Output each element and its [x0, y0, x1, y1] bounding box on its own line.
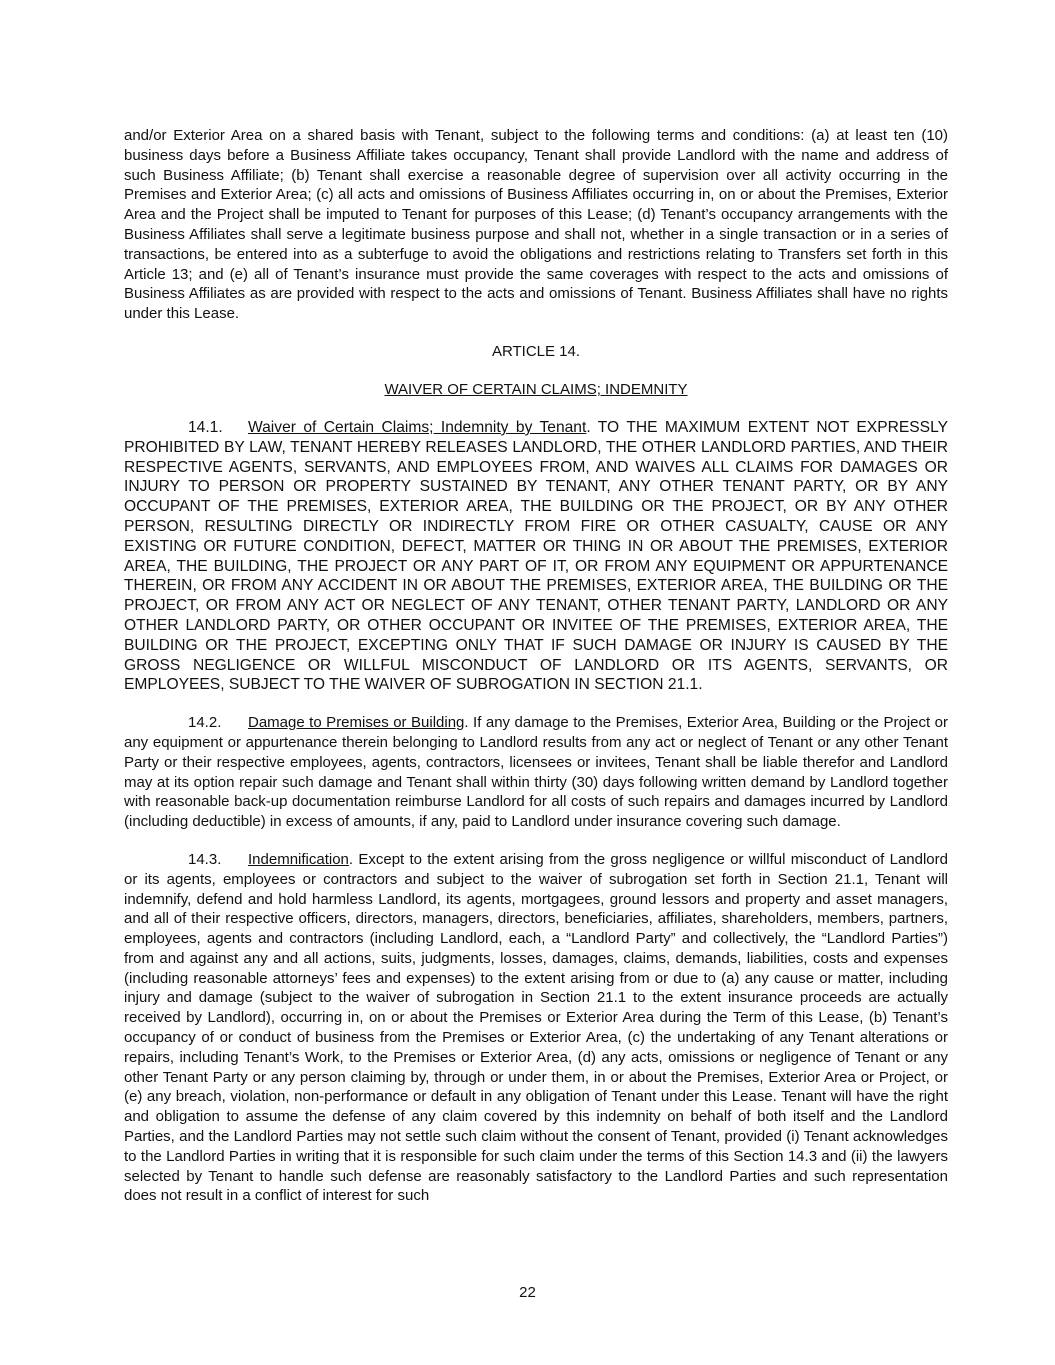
section-number: 14.2.	[188, 714, 222, 732]
section-14-1	[124, 418, 948, 695]
section-heading: Damage to Premises or Building	[248, 714, 465, 732]
section-number: 14.3.	[188, 850, 222, 868]
article-title: ARTICLE 14.	[491, 342, 581, 360]
section-heading: Waiver of Certain Claims; Indemnity by Tenant	[248, 418, 587, 436]
intro-paragraph: and/or Exterior Area on a shared basis with Tenant, subject to the following terms and conditions: (a) at least ten (10) business days before a Business Affiliate takes occupancy, Tenant shall provide Landlord with the name and address of such Business Affiliate; (b) Tenant shall exercise a reasonable degree of supervision over all activity occurring in the Premises and Exterior Area; (c) all acts and omissions of Business Affiliates occurring in, on or about the Premises, Exterior Area and the Project shall be imputed to Tenant for purposes of this Lease; (d) Tenant’s occupancy arrangements with the Business Affiliates shall serve a legitimate business purpose and shall not, whether in a single transaction or in a series of transactions, be entered into as a subterfuge to avoid the obligations and restrictions relating to Transfers set forth in this Article 13; and (e) all of Tenant’s insurance must provide the same coverages with respect to the acts and omissions of Business Affiliates as are provided with respect to the acts and omissions of Tenant. Business Affiliates shall have no rights under this Lease.	[124, 127, 948, 323]
section-14-3	[124, 850, 948, 1206]
page-number: 22	[519, 1284, 536, 1301]
section-body: Except to the extent arising from the gross negligence or willful misconduct of Landlord or its agents, employees or contractors and subject to the waiver of subrogation set forth in Section 21.1, Tenant will indemnify, defend and hold harmless Landlord, its agents, mortgagees, ground lessors and property and asset managers, and all of their respective officers, directors, managers, directors, beneficiaries, affiliates, shareholders, members, partners, employees, agents and contractors (including Landlord, each, a “Landlord Party” and collectively, the “Landlord Parties”) from and against any and all actions, suits, judgments, losses, damages, claims, demands, liabilities, costs and expenses (including reasonable attorneys’ fees and expenses) to the extent arising from or due to (a) any cause or matter, including injury and damage (subject to the waiver of subrogation in Section 21.1 to the extent insurance proceeds are actually received by Landlord), occurring in, on or about the Premises or Exterior Area during the Term of this Lease, (b) Tenant’s occupancy of or conduct of business from the Premises or Exterior Area, (c) the undertaking of any Tenant alterations or repairs, including Tenant’s Work, to the Premises or Exterior Area, (d) any acts, omissions or negligence of Tenant or any other Tenant Party or any person claiming by, through or under them, in or about the Premises, Exterior Area or Project, or (e) any breach, violation, non-performance or default in any obligation of Tenant under this Lease. Tenant will have the right and obligation to assume the defense of any claim covered by this indemnity on behalf of both itself and the Landlord Parties, and the Landlord Parties may not settle such claim without the consent of Tenant, provided (i) Tenant acknowledges to the Landlord Parties in writing that it is responsible for such claim under the terms of this Section 14.3 and (ii) the lawyers selected by Tenant to handle such defense are reasonably satisfactory to the Landlord Parties and such representation does not result in a conflict of interest for such	[124, 850, 948, 1205]
section-heading-period: .	[586, 418, 591, 436]
section-heading-period: .	[464, 714, 469, 732]
article-subtitle-text: WAIVER OF CERTAIN CLAIMS; INDEMNITY	[384, 380, 688, 398]
section-body: If any damage to the Premises, Exterior Area, Building or the Project or any equipment or appurtenance therein belonging to Landlord results from any act or neglect of Tenant or any other Tenant Party or their respective employees, agents, contractors, licensees or invitees, Tenant shall be liable therefor and Landlord may at its option repair such damage and Tenant shall within thirty (30) days following written demand by Landlord together with reasonable back-up documentation reimburse Landlord for all costs of such repairs and damages incurred by Landlord (including deductible) in excess of amounts, if any, paid to Landlord under insurance covering such damage.	[124, 714, 948, 831]
section-heading-period: .	[348, 850, 354, 868]
section-14-2	[124, 713, 948, 832]
article-subtitle	[124, 380, 948, 400]
section-body: TO THE MAXIMUM EXTENT NOT EXPRESSLY PROHIBITED BY LAW, TENANT HEREBY RELEASES LANDLORD, THE OTHER LANDLORD PARTIES, AND THEIR RESPECTIVE AGENTS, SERVANTS, AND EMPLOYEES FROM, AND WAIVES ALL CLAIMS FOR DAMAGES OR INJURY TO PERSON OR PROPERTY SUSTAINED BY TENANT, ANY OTHER TENANT PARTY, OR BY ANY OCCUPANT OF THE PREMISES, EXTERIOR AREA, THE BUILDING OR THE PROJECT, OR BY ANY OTHER PERSON, RESULTING DIRECTLY OR INDIRECTLY FROM FIRE OR OTHER CASUALTY, CAUSE OR ANY EXISTING OR FUTURE CONDITION, DEFECT, MATTER OR THING IN OR ABOUT THE PREMISES, EXTERIOR AREA, THE BUILDING, THE PROJECT OR ANY PART OF IT, OR FROM ANY EQUIPMENT OR APPURTENANCE THEREIN, OR FROM ANY ACCIDENT IN OR ABOUT THE PREMISES, EXTERIOR AREA, THE BUILDING OR THE PROJECT, OR FROM ANY ACT OR NEGLECT OF ANY TENANT, OTHER TENANT PARTY, LANDLORD OR ANY OTHER LANDLORD PARTY, OR OTHER OCCUPANT OR INVITEE OF THE PREMISES, EXTERIOR AREA, THE BUILDING OR THE PROJECT, EXCEPTING ONLY THAT IF SUCH DAMAGE OR INJURY IS CAUSED BY THE GROSS NEGLIGENCE OR WILLFUL MISCONDUCT OF LANDLORD OR ITS AGENTS, SERVANTS, OR EMPLOYEES, SUBJECT TO THE WAIVER OF SUBROGATION IN SECTION 21.1.	[124, 418, 948, 694]
section-heading: Indemnification	[248, 850, 349, 868]
section-number: 14.1.	[188, 418, 223, 436]
